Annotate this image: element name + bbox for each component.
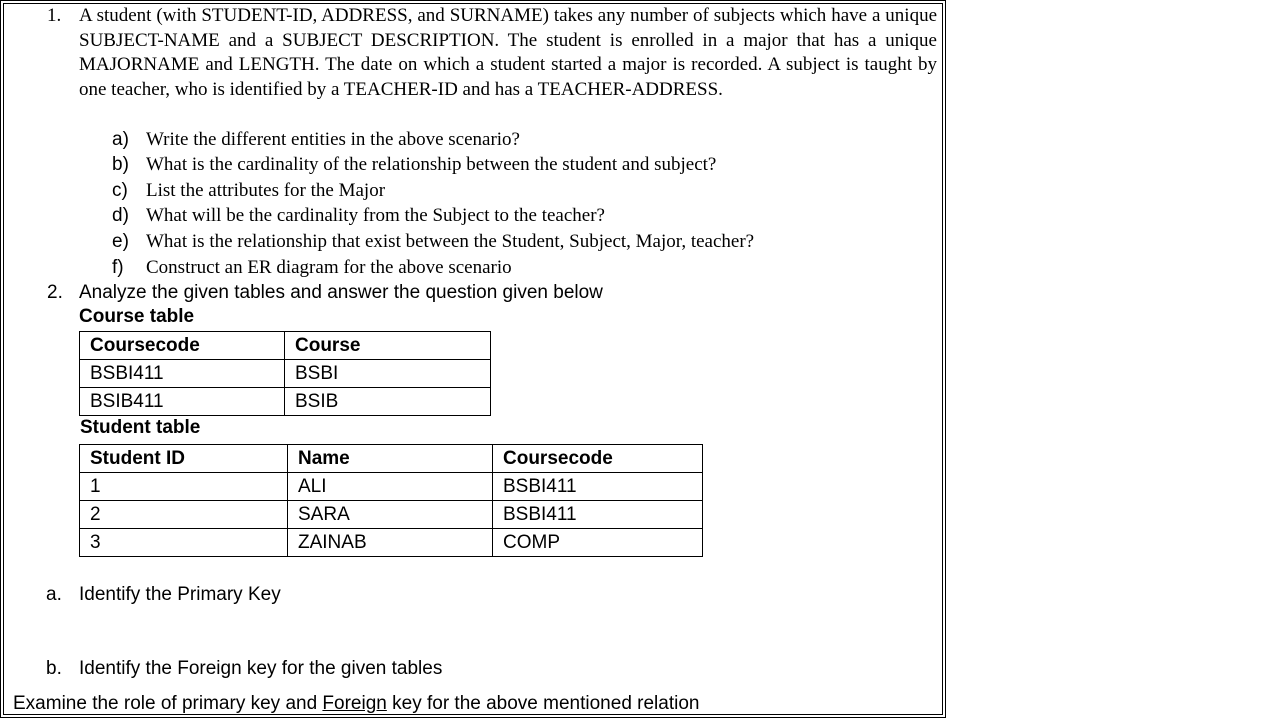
q1-subquestion-a bbox=[112, 128, 520, 152]
table-row bbox=[80, 529, 703, 557]
table-row bbox=[80, 388, 491, 416]
table-header-row bbox=[80, 445, 703, 473]
q1-subquestion-b bbox=[112, 153, 716, 177]
q2-text: Analyze the given tables and answer the question given below bbox=[79, 282, 603, 303]
student-table bbox=[79, 444, 703, 557]
table-header-row bbox=[80, 332, 491, 360]
q2-number: 2. bbox=[47, 282, 63, 303]
header-cell: Coursecode bbox=[80, 332, 285, 360]
subq-label: e) bbox=[112, 231, 129, 252]
student-table-title: Student table bbox=[80, 417, 201, 438]
q1-subquestion-c bbox=[112, 179, 385, 203]
q1-subquestion-e bbox=[112, 230, 754, 254]
subq-label: d) bbox=[112, 205, 129, 226]
table-cell: 3 bbox=[80, 529, 288, 557]
course-table-title: Course table bbox=[79, 306, 195, 327]
header-cell: Coursecode bbox=[493, 445, 703, 473]
footer-instruction bbox=[13, 692, 699, 716]
footer-underlined-word: Foreign bbox=[322, 693, 387, 714]
q1-number: 1. bbox=[47, 5, 62, 26]
header-cell: Student ID bbox=[80, 445, 288, 473]
table-cell: BSIB bbox=[285, 388, 491, 416]
part-b-text: Identify the Foreign key for the given tables bbox=[79, 658, 443, 679]
q1-paragraph: A student (with STUDENT-ID, ADDRESS, and SURNAME) takes any number of subjects which have a unique SUBJECT-NAME and a SUBJECT DESCRIPTION. The student is enrolled in a major that has a unique MAJORNAME and LENGTH. The date on which a student started a major is recorded. A subject is taught by one teacher, who is identified by a TEACHER-ID and has a TEACHER-ADDRESS. bbox=[79, 5, 937, 100]
table-row bbox=[80, 360, 491, 388]
table-cell: 2 bbox=[80, 501, 288, 529]
header-cell: Course bbox=[285, 332, 491, 360]
subq-label: b) bbox=[112, 154, 129, 175]
header-cell: Name bbox=[288, 445, 493, 473]
table-row bbox=[80, 473, 703, 501]
table-cell: 1 bbox=[80, 473, 288, 501]
subq-label: f) bbox=[112, 257, 124, 278]
footer-text-after: key for the above mentioned relation bbox=[386, 693, 700, 714]
table-cell: BSBI411 bbox=[493, 501, 703, 529]
q1-subquestion-f bbox=[112, 256, 512, 280]
table-cell: BSBI411 bbox=[80, 360, 285, 388]
part-a-label: a. bbox=[46, 584, 62, 605]
subq-text: What is the relationship that exist between the Student, Subject, Major, teacher? bbox=[146, 231, 755, 252]
table-cell: COMP bbox=[493, 529, 703, 557]
table-row bbox=[80, 501, 703, 529]
subq-text: Construct an ER diagram for the above scenario bbox=[146, 257, 512, 278]
table-cell: BSBI bbox=[285, 360, 491, 388]
table-cell: ZAINAB bbox=[288, 529, 493, 557]
subq-text: What will be the cardinality from the Subject to the teacher? bbox=[146, 205, 605, 226]
table-cell: SARA bbox=[288, 501, 493, 529]
subq-text: List the attributes for the Major bbox=[146, 180, 386, 201]
table-cell: ALI bbox=[288, 473, 493, 501]
part-b-label: b. bbox=[46, 658, 62, 679]
subq-label: c) bbox=[112, 180, 128, 201]
part-a-text: Identify the Primary Key bbox=[79, 584, 281, 605]
subq-text: Write the different entities in the above scenario? bbox=[146, 129, 520, 150]
subq-label: a) bbox=[112, 129, 129, 150]
footer-text-before: Examine the role of primary key and bbox=[13, 693, 323, 714]
subq-text: What is the cardinality of the relationship between the student and subject? bbox=[146, 154, 717, 175]
q1-subquestion-d bbox=[112, 204, 605, 228]
table-cell: BSBI411 bbox=[493, 473, 703, 501]
course-table bbox=[79, 331, 491, 416]
table-cell: BSIB411 bbox=[80, 388, 285, 416]
